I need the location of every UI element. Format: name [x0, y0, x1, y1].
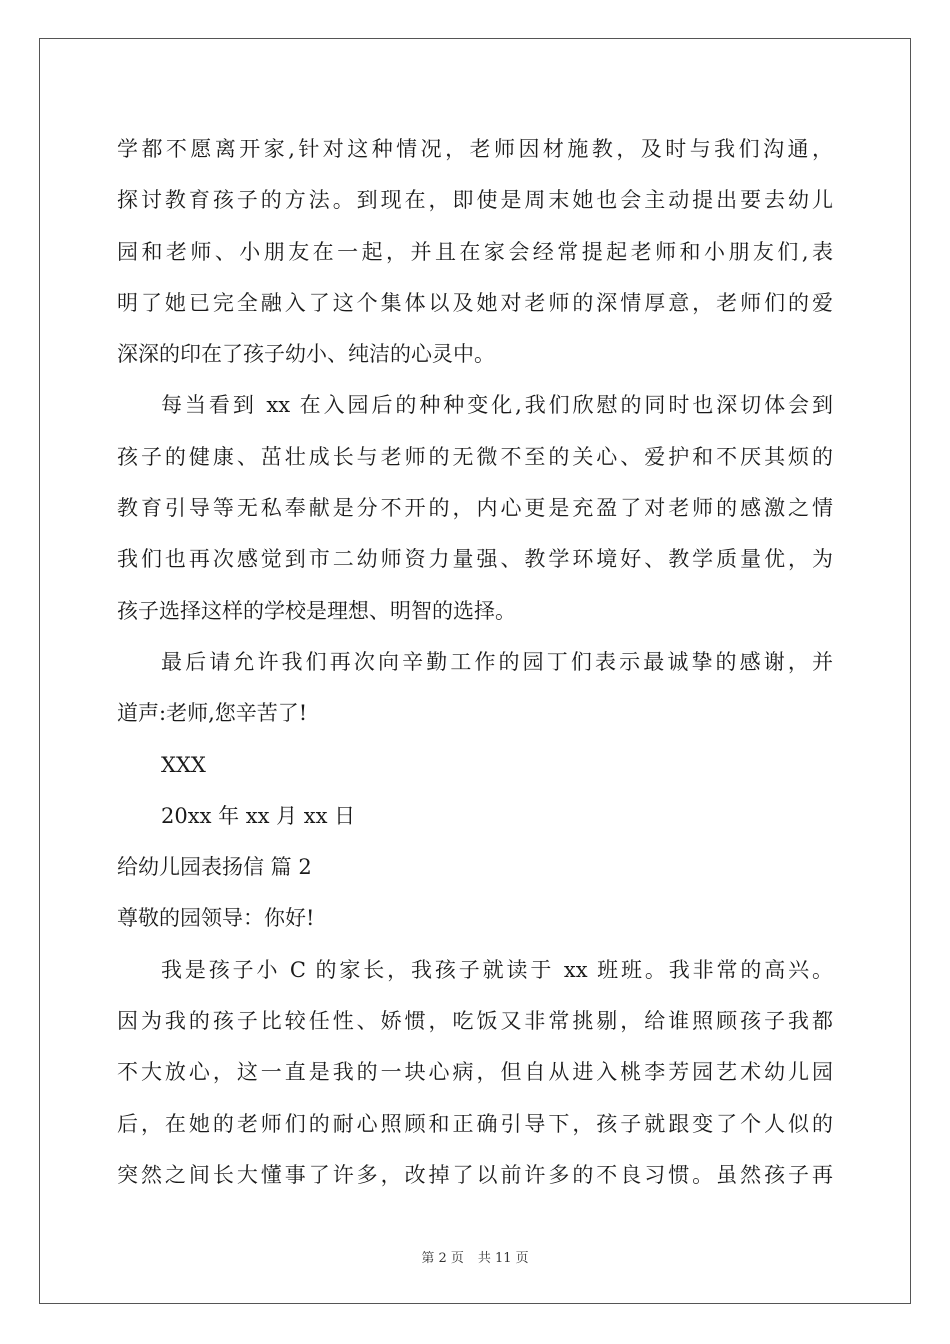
page-number: 第 2 页 [421, 1251, 464, 1266]
section-heading: 给幼儿园表扬信 篇 2 [117, 855, 312, 880]
text-line: 探讨教育孩子的方法。到现在，即使是周末她也会主动提出要去幼儿 [117, 188, 833, 213]
text-line: 教育引导等无私奉献是分不开的，内心更是充盈了对老师的感激之情 [117, 496, 833, 521]
date-line: 20xx 年 xx 月 xx 日 [161, 803, 356, 828]
salutation: 尊敬的园领导：你好! [117, 906, 315, 931]
text-line: 每当看到 xx 在入园后的种种变化,我们欣慰的同时也深切体会到 [161, 393, 833, 418]
text-line: 突然之间长大懂事了许多，改掉了以前许多的不良习惯。虽然孩子再 [117, 1162, 833, 1187]
text-line: 我是孩子小 C 的家长，我孩子就读于 xx 班班。我非常的高兴。 [161, 957, 833, 982]
text-line: 最后请允许我们再次向辛勤工作的园丁们表示最诚挚的感谢，并 [161, 649, 833, 674]
text-line: 孩子的健康、茁壮成长与老师的无微不至的关心、爱护和不厌其烦的 [117, 444, 833, 469]
text-line: 我们也再次感觉到市二幼师资力量强、教学环境好、教学质量优，为 [117, 547, 833, 572]
text-line: 孩子选择这样的学校是理想、明智的选择。 [117, 598, 516, 623]
text-line: 不大放心，这一直是我的一块心病，但自从进入桃李芳园艺术幼儿园 [117, 1060, 833, 1085]
text-line: 园和老师、小朋友在一起，并且在家会经常提起老师和小朋友们,表 [117, 239, 833, 264]
text-line: 学都不愿离开家,针对这种情况，老师因材施教，及时与我们沟通， [117, 137, 833, 161]
text-line: 因为我的孩子比较任性、娇惯，吃饭又非常挑剔，给谁照顾孩子我都 [117, 1009, 833, 1034]
text-line: 后，在她的老师们的耐心照顾和正确引导下，孩子就跟变了个人似的 [117, 1111, 833, 1136]
page-footer [0, 1247, 950, 1266]
signature: XXX [161, 752, 206, 777]
text-line: 道声:老师,您辛苦了! [117, 701, 308, 726]
text-line: 深深的印在了孩子幼小、纯洁的心灵中。 [117, 342, 495, 367]
document-body [117, 124, 833, 1201]
page-total: 共 11 页 [477, 1251, 529, 1266]
text-line: 明了她已完全融入了这个集体以及她对老师的深情厚意，老师们的爱 [117, 290, 833, 315]
